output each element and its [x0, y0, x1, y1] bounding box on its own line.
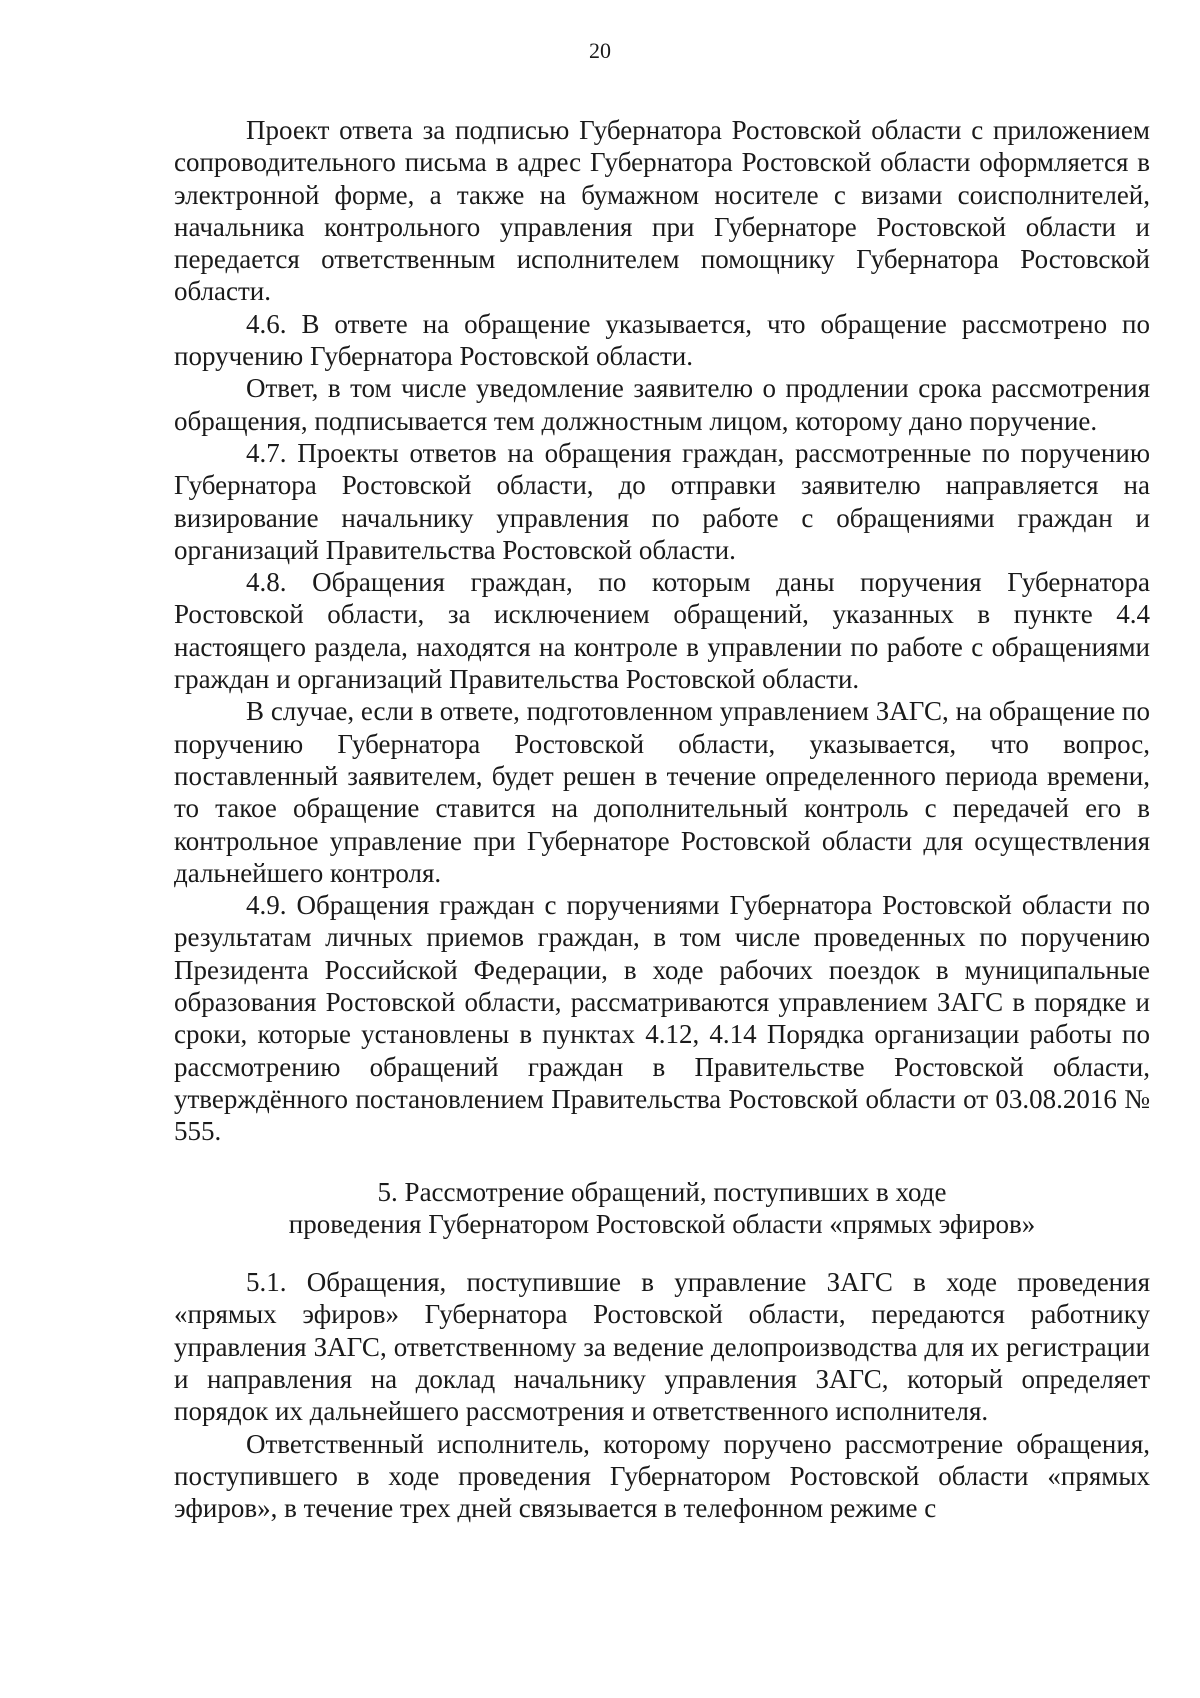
paragraph-draft-reply: Проект ответа за подписью Губернатора Ростовской области с приложением сопроводительного письма в адрес Губернатора Ростовской области оформляется в электронной форме, а также на бумажном носителе с визами соисполнителей, начальника контрольного управления при Губернаторе Ростовской области и передается ответственным исполнителем помощнику Губернатора Ростовской области. [174, 115, 1150, 307]
paragraph-5-1: 5.1. Обращения, поступившие в управление ЗАГС в ходе проведения «прямых эфиров» Губернатора Ростовской области, передаются работнику управления ЗАГС, ответственному за ведение делопроизводства для их регистрации и направления на доклад начальнику управления ЗАГС, который определяет порядок их дальнейшего рассмотрения и ответственного исполнителя. [174, 1267, 1150, 1427]
paragraph-responsible-executor: Ответственный исполнитель, которому поручено рассмотрение обращения, поступившего в ходе проведения Губернатором Ростовской области «прямых эфиров», в течение трех дней связывается в телефонном режиме с [174, 1428, 1150, 1524]
paragraph-answer-signing: Ответ, в том числе уведомление заявителю о продлении срока рассмотрения обращения, подписывается тем должностным лицом, которому дано поручение. [174, 373, 1150, 436]
paragraph-4-8: 4.8. Обращения граждан, по которым даны поручения Губернатора Ростовской области, за исключением обращений, указанных в пункте 4.4 настоящего раздела, находятся на контроле в управлении по работе с обращениями граждан и организаций Правительства Ростовской области. [174, 567, 1150, 695]
paragraph-4-9: 4.9. Обращения граждан с поручениями Губернатора Ростовской области по результатам личных приемов граждан, в том числе проведенных по поручению Президента Российской Федерации, в ходе рабочих поездок в муниципальные образования Ростовской области, рассматриваются управлением ЗАГС в порядке и сроки, которые установлены в пунктах 4.12, 4.14 Порядка организации работы по рассмотрению обращений граждан в Правительстве Ростовской области, утверждённого постановлением Правительства Ростовской области от 03.08.2016 № 555. [174, 890, 1150, 1147]
section-heading-line-2: проведения Губернатором Ростовской области «прямых эфиров» [288, 1208, 1036, 1239]
paragraph-4-6: 4.6. В ответе на обращение указывается, что обращение рассмотрено по поручению Губернатора Ростовской области. [174, 308, 1150, 372]
page-number: 20 [589, 38, 611, 63]
paragraph-additional-control: В случае, если в ответе, подготовленном управлением ЗАГС, на обращение по поручению Губернатора Ростовской области, указывается, что вопрос, поставленный заявителем, будет решен в течение определенного периода времени, то такое обращение ставится на дополнительный контроль с передачей его в контрольное управление при Губернаторе Ростовской области для осуществления дальнейшего контроля. [174, 696, 1150, 888]
paragraph-4-7: 4.7. Проекты ответов на обращения граждан, рассмотренные по поручению Губернатора Ростовской области, до отправки заявителю направляется на визирование начальнику управления по работе с обращениями граждан и организаций Правительства Ростовской области. [174, 437, 1150, 565]
section-heading [174, 1176, 1150, 1241]
section-heading-line-1: 5. Рассмотрение обращений, поступивших в ходе [377, 1176, 947, 1207]
document-body [174, 114, 1150, 1524]
